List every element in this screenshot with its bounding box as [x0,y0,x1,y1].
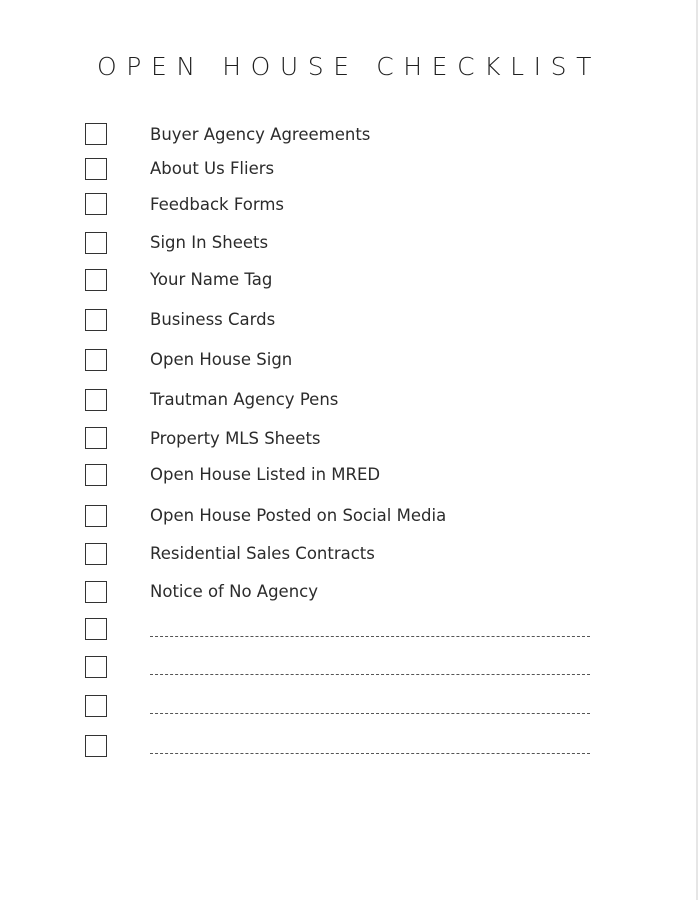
checklist-item-label: About Us Fliers [150,159,275,178]
page-title: OPEN HOUSE CHECKLIST [97,52,601,81]
checklist-item [0,269,698,293]
checklist-blank-item [0,618,698,642]
checklist-item-label: Trautman Agency Pens [150,390,339,409]
checkbox[interactable] [85,427,107,449]
checkbox[interactable] [85,505,107,527]
checklist-item [0,543,698,567]
write-in-line[interactable] [150,753,590,754]
checklist-item-label: Property MLS Sheets [150,429,321,448]
checklist-item-label: Open House Posted on Social Media [150,506,447,525]
write-in-line[interactable] [150,674,590,675]
checkbox[interactable] [85,543,107,565]
checkbox[interactable] [85,269,107,291]
checkbox[interactable] [85,581,107,603]
checkbox[interactable] [85,389,107,411]
checklist-blank-item [0,656,698,680]
write-in-line[interactable] [150,636,590,637]
checklist-item [0,193,698,217]
checklist-item-label: Notice of No Agency [150,582,318,601]
checklist-item [0,158,698,182]
checklist-item [0,464,698,488]
checklist-item [0,389,698,413]
checklist-item-label: Residential Sales Contracts [150,544,375,563]
checkbox[interactable] [85,349,107,371]
checklist-blank-item [0,695,698,719]
checklist-item-label: Open House Listed in MRED [150,465,381,484]
checklist-blank-item [0,735,698,759]
checkbox[interactable] [85,618,107,640]
checklist-item [0,505,698,529]
checkbox[interactable] [85,193,107,215]
checklist-item-label: Buyer Agency Agreements [150,125,371,144]
checkbox[interactable] [85,309,107,331]
checklist-item [0,427,698,451]
checklist-item-label: Open House Sign [150,350,293,369]
checklist-item [0,123,698,147]
checklist-item [0,309,698,333]
checklist-item-label: Your Name Tag [150,270,273,289]
checkbox[interactable] [85,464,107,486]
checklist-item [0,232,698,256]
checkbox[interactable] [85,656,107,678]
checkbox[interactable] [85,735,107,757]
checkbox[interactable] [85,232,107,254]
checkbox[interactable] [85,158,107,180]
checklist-item [0,349,698,373]
checklist-item [0,581,698,605]
checklist-item-label: Sign In Sheets [150,233,269,252]
checklist-item-label: Business Cards [150,310,276,329]
write-in-line[interactable] [150,713,590,714]
checkbox[interactable] [85,123,107,145]
checkbox[interactable] [85,695,107,717]
checklist-item-label: Feedback Forms [150,195,284,214]
